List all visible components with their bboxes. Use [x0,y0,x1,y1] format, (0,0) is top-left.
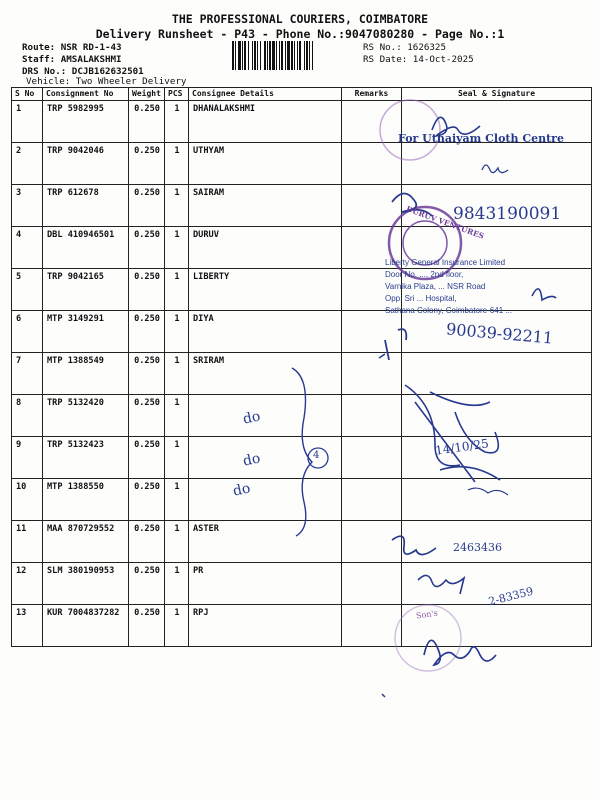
row-weight: 0.250 [129,521,165,563]
row-consignment-no: DBL 410946501 [43,227,129,269]
row-pcs: 1 [165,185,189,227]
table-header-row [12,88,592,101]
row-weight: 0.250 [129,353,165,395]
table-row [12,311,592,353]
row-weight: 0.250 [129,479,165,521]
row-weight: 0.250 [129,143,165,185]
row-sno: 2 [12,143,43,185]
aster-note: 2463436 [453,541,502,554]
rs-number: RS No.: 1626325 [363,42,446,53]
company-name: THE PROFESSIONAL COURIERS, COIMBATORE [171,12,429,26]
row-seal-signature [402,185,592,227]
row-consignment-no: TRP 612678 [43,185,129,227]
row-consignee [189,479,342,521]
row-consignee: DURUV [189,227,342,269]
table-row [12,395,592,437]
row-pcs: 1 [165,605,189,647]
row-remarks [342,311,402,353]
row-sno: 3 [12,185,43,227]
row-pcs: 1 [165,143,189,185]
row-sno: 5 [12,269,43,311]
liberty-stamp-line-1: Liberty General Insurance Limited [385,258,506,267]
row-sno: 12 [12,563,43,605]
row-consignment-no: TRP 5132423 [43,437,129,479]
row-pcs: 1 [165,563,189,605]
liberty-stamp-line-2: Door No. ..., 2nd floor, [385,270,464,279]
sairam-phone: 9843190091 [453,204,562,224]
row-sno: 13 [12,605,43,647]
vehicle-label: Vehicle: Two Wheeler Delivery [26,76,187,87]
row-remarks [342,227,402,269]
ditto-mark-row-8: do [241,408,262,428]
row-remarks [342,143,402,185]
row-consignment-no: MAA 870729552 [43,521,129,563]
row-consignment-no: SLM 380190953 [43,563,129,605]
row-consignee: ASTER [189,521,342,563]
table-row [12,185,592,227]
row-remarks [342,605,402,647]
row-seal-signature [402,101,592,143]
duruv-stamp-text: DURUV VENTURES [404,204,486,241]
table-row [12,605,592,647]
row-consignment-no: TRP 9042046 [43,143,129,185]
row-weight: 0.250 [129,311,165,353]
row-seal-signature [402,563,592,605]
row-remarks [342,269,402,311]
table-row [12,101,592,143]
row-consignee: PR [189,563,342,605]
row-remarks [342,521,402,563]
pr-note: 2-83359 [487,584,535,609]
row-pcs: 1 [165,101,189,143]
row-weight: 0.250 [129,101,165,143]
row-remarks [342,395,402,437]
ditto-mark-row-9: do [241,450,262,470]
row-sno: 6 [12,311,43,353]
table-row [12,353,592,395]
row-pcs: 1 [165,395,189,437]
route-label: Route: NSR RD-1-43 [22,42,122,53]
col-weight: Weight [129,88,165,101]
row-seal-signature [402,605,592,647]
row-pcs: 1 [165,269,189,311]
row-consignment-no: MTP 3149291 [43,311,129,353]
row-consignee: SAIRAM [189,185,342,227]
row-consignee: DHANALAKSHMI [189,101,342,143]
row-weight: 0.250 [129,605,165,647]
staff-label: Staff: AMSALAKSHMI [22,54,122,65]
table-row [12,269,592,311]
row-pcs: 1 [165,353,189,395]
diya-phone: 90039-92211 [445,319,554,348]
row-seal-signature [402,269,592,311]
row-pcs: 1 [165,227,189,269]
table-row [12,143,592,185]
row-weight: 0.250 [129,185,165,227]
row-seal-signature [402,227,592,269]
row-remarks [342,563,402,605]
row-weight: 0.250 [129,437,165,479]
table-row [12,521,592,563]
barcode [232,41,358,70]
row-consignment-no: MTP 1388549 [43,353,129,395]
row-consignee: RPJ [189,605,342,647]
row-seal-signature [402,353,592,395]
row-pcs: 1 [165,479,189,521]
row-consignee: SRIRAM [189,353,342,395]
row-seal-signature [402,437,592,479]
row-sno: 9 [12,437,43,479]
row-consignment-no: TRP 9042165 [43,269,129,311]
ditto-mark-row-10: do [231,480,252,500]
row-pcs: 1 [165,437,189,479]
liberty-stamp-line-5: Sathana Colony, Coimbatore-641 ... [385,306,513,315]
row-seal-signature [402,479,592,521]
row-remarks [342,185,402,227]
row-remarks [342,353,402,395]
row-consignment-no: TRP 5982995 [43,101,129,143]
barcode-bar [313,41,315,70]
row-sno: 7 [12,353,43,395]
table-row [12,227,592,269]
row-seal-signature [402,143,592,185]
row-sno: 11 [12,521,43,563]
row-weight: 0.250 [129,269,165,311]
row-pcs: 1 [165,311,189,353]
row-consignment-no: TRP 5132420 [43,395,129,437]
sons-stamp-text: Son's [415,608,439,621]
col-remarks: Remarks [342,88,402,101]
table-row [12,563,592,605]
col-consignment: Consignment No [43,88,129,101]
row-sno: 4 [12,227,43,269]
uthaiyam-stamp-text: For Uthaiyam Cloth Centre [398,132,564,145]
row-consignee: UTHYAM [189,143,342,185]
row-consignee [189,437,342,479]
rs-date: RS Date: 14-Oct-2025 [363,54,474,65]
row-consignee: DIYA [189,311,342,353]
row-seal-signature [402,311,592,353]
row-weight: 0.250 [129,563,165,605]
delivery-date-note: 14/10/25 [434,436,490,458]
runsheet-table [11,87,592,647]
row-remarks [342,479,402,521]
row-weight: 0.250 [129,395,165,437]
row-pcs: 1 [165,521,189,563]
row-remarks [342,101,402,143]
col-sno: S No [12,88,43,101]
row-consignment-no: KUR 7004837282 [43,605,129,647]
table-row [12,437,592,479]
row-remarks [342,437,402,479]
liberty-stamp-line-3: Varnika Plaza, ... NSR Road [385,282,486,291]
row-consignment-no: MTP 1388550 [43,479,129,521]
drs-number: DRS No.: DCJB162632501 [22,66,144,77]
row-seal-signature [402,521,592,563]
row-consignee [189,395,342,437]
row-seal-signature [402,395,592,437]
col-pcs: PCS [165,88,189,101]
runsheet-title: Delivery Runsheet - P43 - Phone No.:9047080280 - Page No.:1 [95,27,505,41]
col-seal-signature: Seal & Signature [402,88,592,101]
row-sno: 10 [12,479,43,521]
row-weight: 0.250 [129,227,165,269]
col-consignee: Consignee Details [189,88,342,101]
row-sno: 8 [12,395,43,437]
liberty-stamp-line-4: Opp. Sri ... Hospital, [385,294,457,303]
table-row [12,479,592,521]
circled-number: 4 [313,450,320,461]
row-sno: 1 [12,101,43,143]
row-consignee: LIBERTY [189,269,342,311]
